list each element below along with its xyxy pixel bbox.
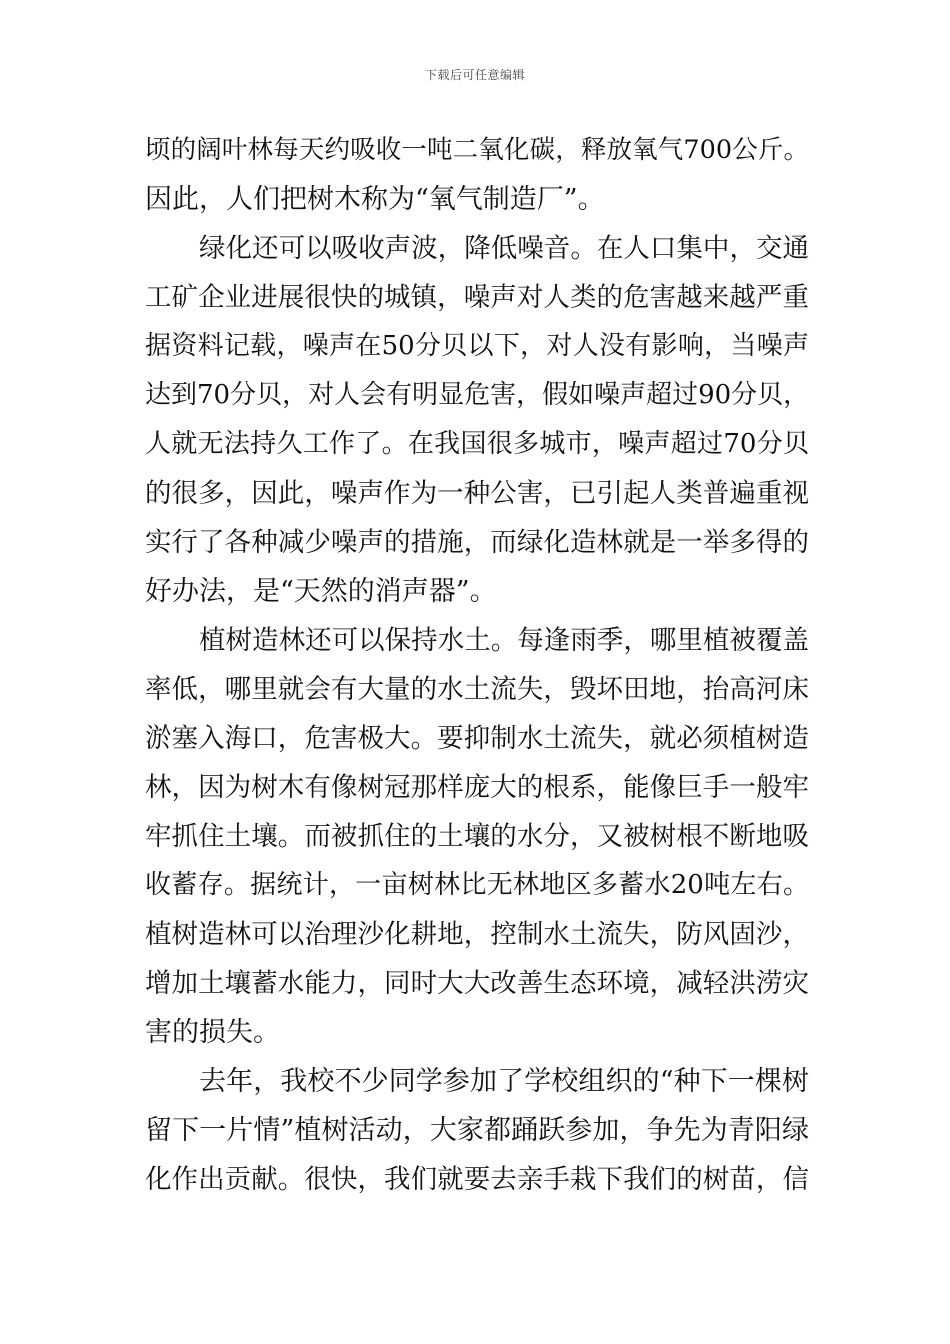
- body-text: [145, 126, 809, 1204]
- text-line: 收蓄存。据统计，一亩树林比无林地区多蓄水20吨左右。: [145, 870, 809, 900]
- text-line: 牢抓住土壤。而被抓住的土壤的水分，又被树根不断地吸: [145, 821, 809, 852]
- text-line: 淤塞入海口，危害极大。要抑制水土流失，就必须植树造: [145, 723, 809, 754]
- text-line: 好办法，是“天然的消声器”。: [145, 576, 497, 607]
- text-line: 害的损失。: [145, 1017, 280, 1048]
- text-line: 植树造林可以治理沙化耕地，控制水土流失，防风固沙，: [145, 919, 809, 950]
- text-line: 因此，人们把树木称为“氧气制造厂”。: [145, 184, 605, 215]
- text-line: 林，因为树木有像树冠那样庞大的根系，能像巨手一般牢: [145, 772, 809, 803]
- text-line: 人就无法持久工作了。在我国很多城市，噪声超过70分贝: [145, 429, 809, 459]
- text-line: 增加土壤蓄水能力，同时大大改善生态环境，减轻洪涝灾: [145, 968, 809, 999]
- text-line: 达到70分贝，对人会有明显危害，假如噪声超过90分贝，: [145, 380, 810, 410]
- text-line: 化作出贡献。很快，我们就要去亲手栽下我们的树苗，信: [145, 1164, 809, 1195]
- text-line: 率低，哪里就会有大量的水土流失，毁坏田地，抬高河床: [145, 674, 809, 705]
- page-header: 下载后可任意编辑: [424, 68, 525, 82]
- text-line: 的很多，因此，噪声作为一种公害，已引起人类普遍重视: [145, 478, 809, 509]
- text-line: 绿化还可以吸收声波，降低噪音。在人口集中，交通: [199, 233, 809, 264]
- text-line: 顷的阔叶林每天约吸收一吨二氧化碳，释放氧气700公斤。: [145, 135, 809, 165]
- text-line: 实行了各种减少噪声的措施，而绿化造林就是一举多得的: [145, 527, 809, 558]
- text-line: 留下一片情”植树活动，大家都踊跃参加，争先为青阳绿: [145, 1115, 809, 1146]
- text-line: 据资料记载，噪声在50分贝以下，对人没有影响，当噪声: [145, 331, 809, 361]
- text-line: 植树造林还可以保持水土。每逢雨季，哪里植被覆盖: [199, 625, 809, 656]
- text-line: 去年，我校不少同学参加了学校组织的“种下一棵树: [199, 1066, 809, 1097]
- text-line: 工矿企业进展很快的城镇，噪声对人类的危害越来越严重: [145, 282, 809, 313]
